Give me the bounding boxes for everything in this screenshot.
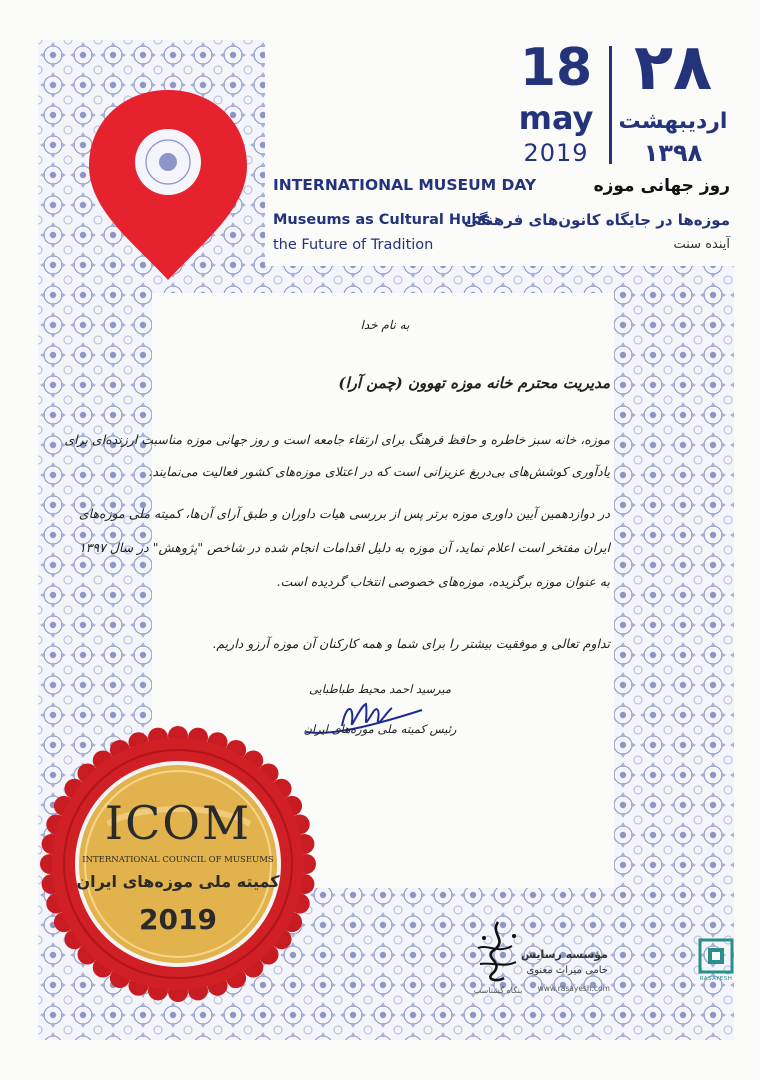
location-pin-icon [83, 86, 253, 282]
event-title-en: INTERNATIONAL MUSEUM DAY [273, 176, 537, 194]
letter-line: به عنوان موزه برگزیده، موزه‌های خصوصی انتخاب گردیده است. [276, 574, 610, 589]
letter-line: ایران مفتخر است اعلام نماید، آن موزه به دلیل اقدامات انجام شده در شاخص "پژوهش" در سال ۱۳۹۷ [78, 540, 610, 555]
subtheme-en: the Future of Tradition [273, 237, 434, 253]
letter-line: تداوم تعالی و موفقیت بیشتر را برای شما و همه کارکنان آن موزه آرزو داریم. [212, 636, 610, 651]
icom-full-name: INTERNATIONAL COUNCIL OF MUSEUMS [82, 855, 274, 865]
sponsor-url: www.rasayesh.com [537, 984, 610, 993]
theme-en: Museums as Cultural Hubs [273, 212, 491, 228]
icom-year: 2019 [139, 903, 217, 936]
letter-line: موزه، خانه سبز خاطره و حافظ فرهنگ برای ارتقاء جامعه است و روز جهانی موزه مناسبت ارزنده‌ای برای [64, 432, 610, 447]
year-fa: ۱۳۹۸ [643, 139, 703, 167]
date-divider [609, 46, 612, 164]
sponsor-tagline: حامی میراث معنوی [526, 965, 608, 976]
year-en: 2019 [523, 139, 589, 167]
signer-name: میرسید احمد محیط طباطبایی [308, 682, 452, 696]
addressee: مدیریت محترم خانه موزه تهوون (چمن آرا) [338, 374, 610, 392]
sponsor-name: مؤسسه رسایش [520, 948, 608, 961]
icom-brand: ICOM [104, 796, 252, 850]
theme-fa: موزه‌ها در جایگاه کانون‌های فرهنگی [463, 211, 730, 229]
subtheme-fa: آینده سنت [673, 237, 730, 252]
rasayesh-logo-icon [698, 938, 734, 974]
icom-committee-fa: کمیته ملی موزه‌های ایران [76, 872, 280, 891]
salutation: به نام خدا [360, 318, 410, 332]
month-fa: اردیبهشت [618, 109, 728, 134]
signer-title: رئیس کمیته ملی موزه‌های ایران [303, 722, 457, 736]
calligraphy-text: بنگاه گشتاسب [473, 986, 523, 995]
event-title-fa: روز جهانی موزه [593, 176, 730, 196]
letter-line: یادآوری کوشش‌های بی‌دریغ عزیزانی است که در اعتلای موزه‌های کشور فعالیت می‌نمایند. [148, 464, 610, 479]
day-fa: ۲۸ [633, 31, 713, 105]
letter-line: در دوازدهمین آیین داوری موزه برتر پس از بررسی هیات داوران و طبق آرای آن‌ها، کمیته ملی موزه‌های [78, 506, 610, 521]
rasayesh-logo-text: RASAYESH [699, 976, 733, 982]
month-en: may [518, 99, 594, 137]
day-en: 18 [519, 38, 593, 98]
